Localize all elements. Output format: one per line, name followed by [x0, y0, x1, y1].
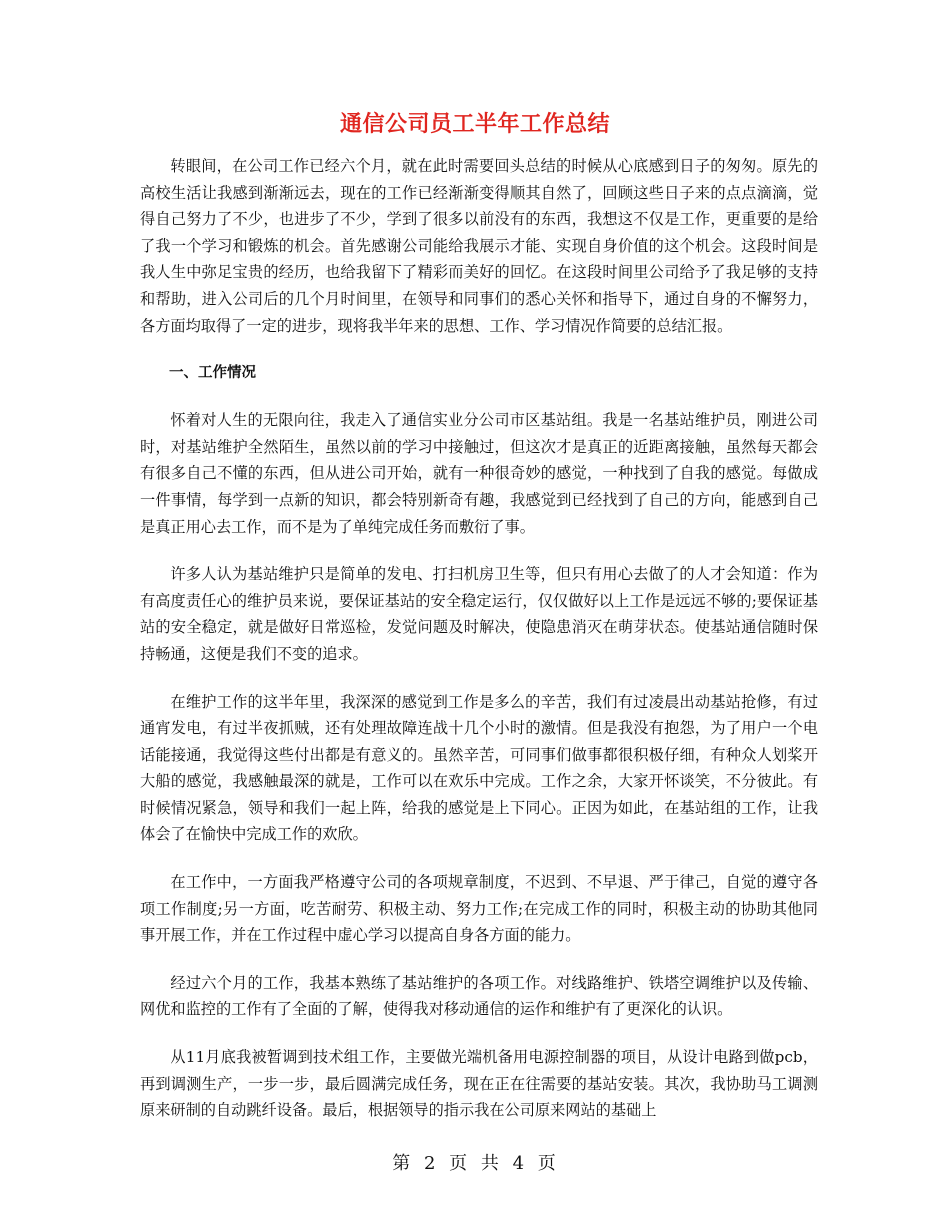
body-paragraph: 怀着对人生的无限向往，我走入了通信实业分公司市区基站组。我是一名基站维护员，刚进公司时，对基站维护全然陌生，虽然以前的学习中接触过，但这次才是真正的近距离接触，虽然每天都会有很多自己不懂的东西，但从进公司开始，就有一种很奇妙的感觉，一种找到了自我的感觉。每做成一件事情，每学到一点新的知识，都会特别新奇有趣，我感觉到已经找到了自己的方向，能感到自己是真正用心去工作，而不是为了单纯完成任务而敷衍了事。: [140, 411, 818, 536]
body-paragraph: 在工作中，一方面我严格遵守公司的各项规章制度，不迟到、不早退、严于律己，自觉的遵守各项工作制度;另一方面，吃苦耐劳、积极主动、努力工作;在完成工作的同时，积极主动的协助其他同事开展工作，并在工作过程中虚心学习以提高自身各方面的能力。: [140, 873, 818, 945]
body-paragraph: 从11月底我被暂调到技术组工作，主要做光端机备用电源控制器的项目，从设计电路到做pcb，再到调测生产，一步一步，最后圆满完成任务，现在正在往需要的基站安装。其次，我协助马工调测原来研制的自动跳纤设备。最后，根据领导的指示我在公司原来网站的基础上: [140, 1048, 818, 1120]
body-paragraph: 在维护工作的这半年里，我深深的感觉到工作是多么的辛苦，我们有过凌晨出动基站抢修，有过通宵发电，有过半夜抓贼，还有处理故障连战十几个小时的激情。但是我没有抱怨，为了用户一个电话能接通，我觉得这些付出都是有意义的。虽然辛苦，可同事们做事都很积极仔细，有种众人划桨开大船的感觉，我感触最深的就是，工作可以在欢乐中完成。工作之余，大家开怀谈笑，不分彼此。有时候情况紧急，领导和我们一起上阵，给我的感觉是上下同心。正因为如此，在基站组的工作，让我体会了在愉快中完成工作的欢欣。: [140, 692, 818, 844]
document-title: 通信公司员工半年工作总结: [339, 111, 610, 137]
intro-paragraph: 转眼间，在公司工作已经六个月，就在此时需要回头总结的时候从心底感到日子的匆匆。原先的高校生活让我感到渐渐远去，现在的工作已经渐渐变得顺其自然了，回顾这些日子来的点点滴滴，觉得自己努力了不少，也进步了不少，学到了很多以前没有的东西，我想这不仅是工作，更重要的是给了我一个学习和锻炼的机会。首先感谢公司能给我展示才能、实现自身价值的这个机会。这段时间是我人生中弥足宝贵的经历，也给我留下了精彩而美好的回忆。在这段时间里公司给予了我足够的支持和帮助，进入公司后的几个月时间里，在领导和同事们的悉心关怀和指导下，通过自身的不懈努力，各方面均取得了一定的进步，现将我半年来的思想、工作、学习情况作简要的总结汇报。: [140, 157, 818, 335]
section-heading-work-status: 一、工作情况: [169, 365, 256, 382]
body-paragraph: 许多人认为基站维护只是简单的发电、打扫机房卫生等，但只有用心去做了的人才会知道：作为有高度责任心的维护员来说，要保证基站的安全稳定运行，仅仅做好以上工作是远远不够的;要保证基站的安全稳定，就是做好日常巡检，发觉问题及时解决，使隐患消灭在萌芽状态。使基站通信随时保持畅通，这便是我们不变的追求。: [140, 565, 818, 663]
page-number-footer: 第 2 页 共 4 页: [392, 1153, 558, 1174]
body-paragraph: 经过六个月的工作，我基本熟练了基站维护的各项工作。对线路维护、铁塔空调维护以及传输、网优和监控的工作有了全面的了解，使得我对移动通信的运作和维护有了更深化的认识。: [140, 973, 818, 1019]
document-body: [140, 153, 818, 1145]
